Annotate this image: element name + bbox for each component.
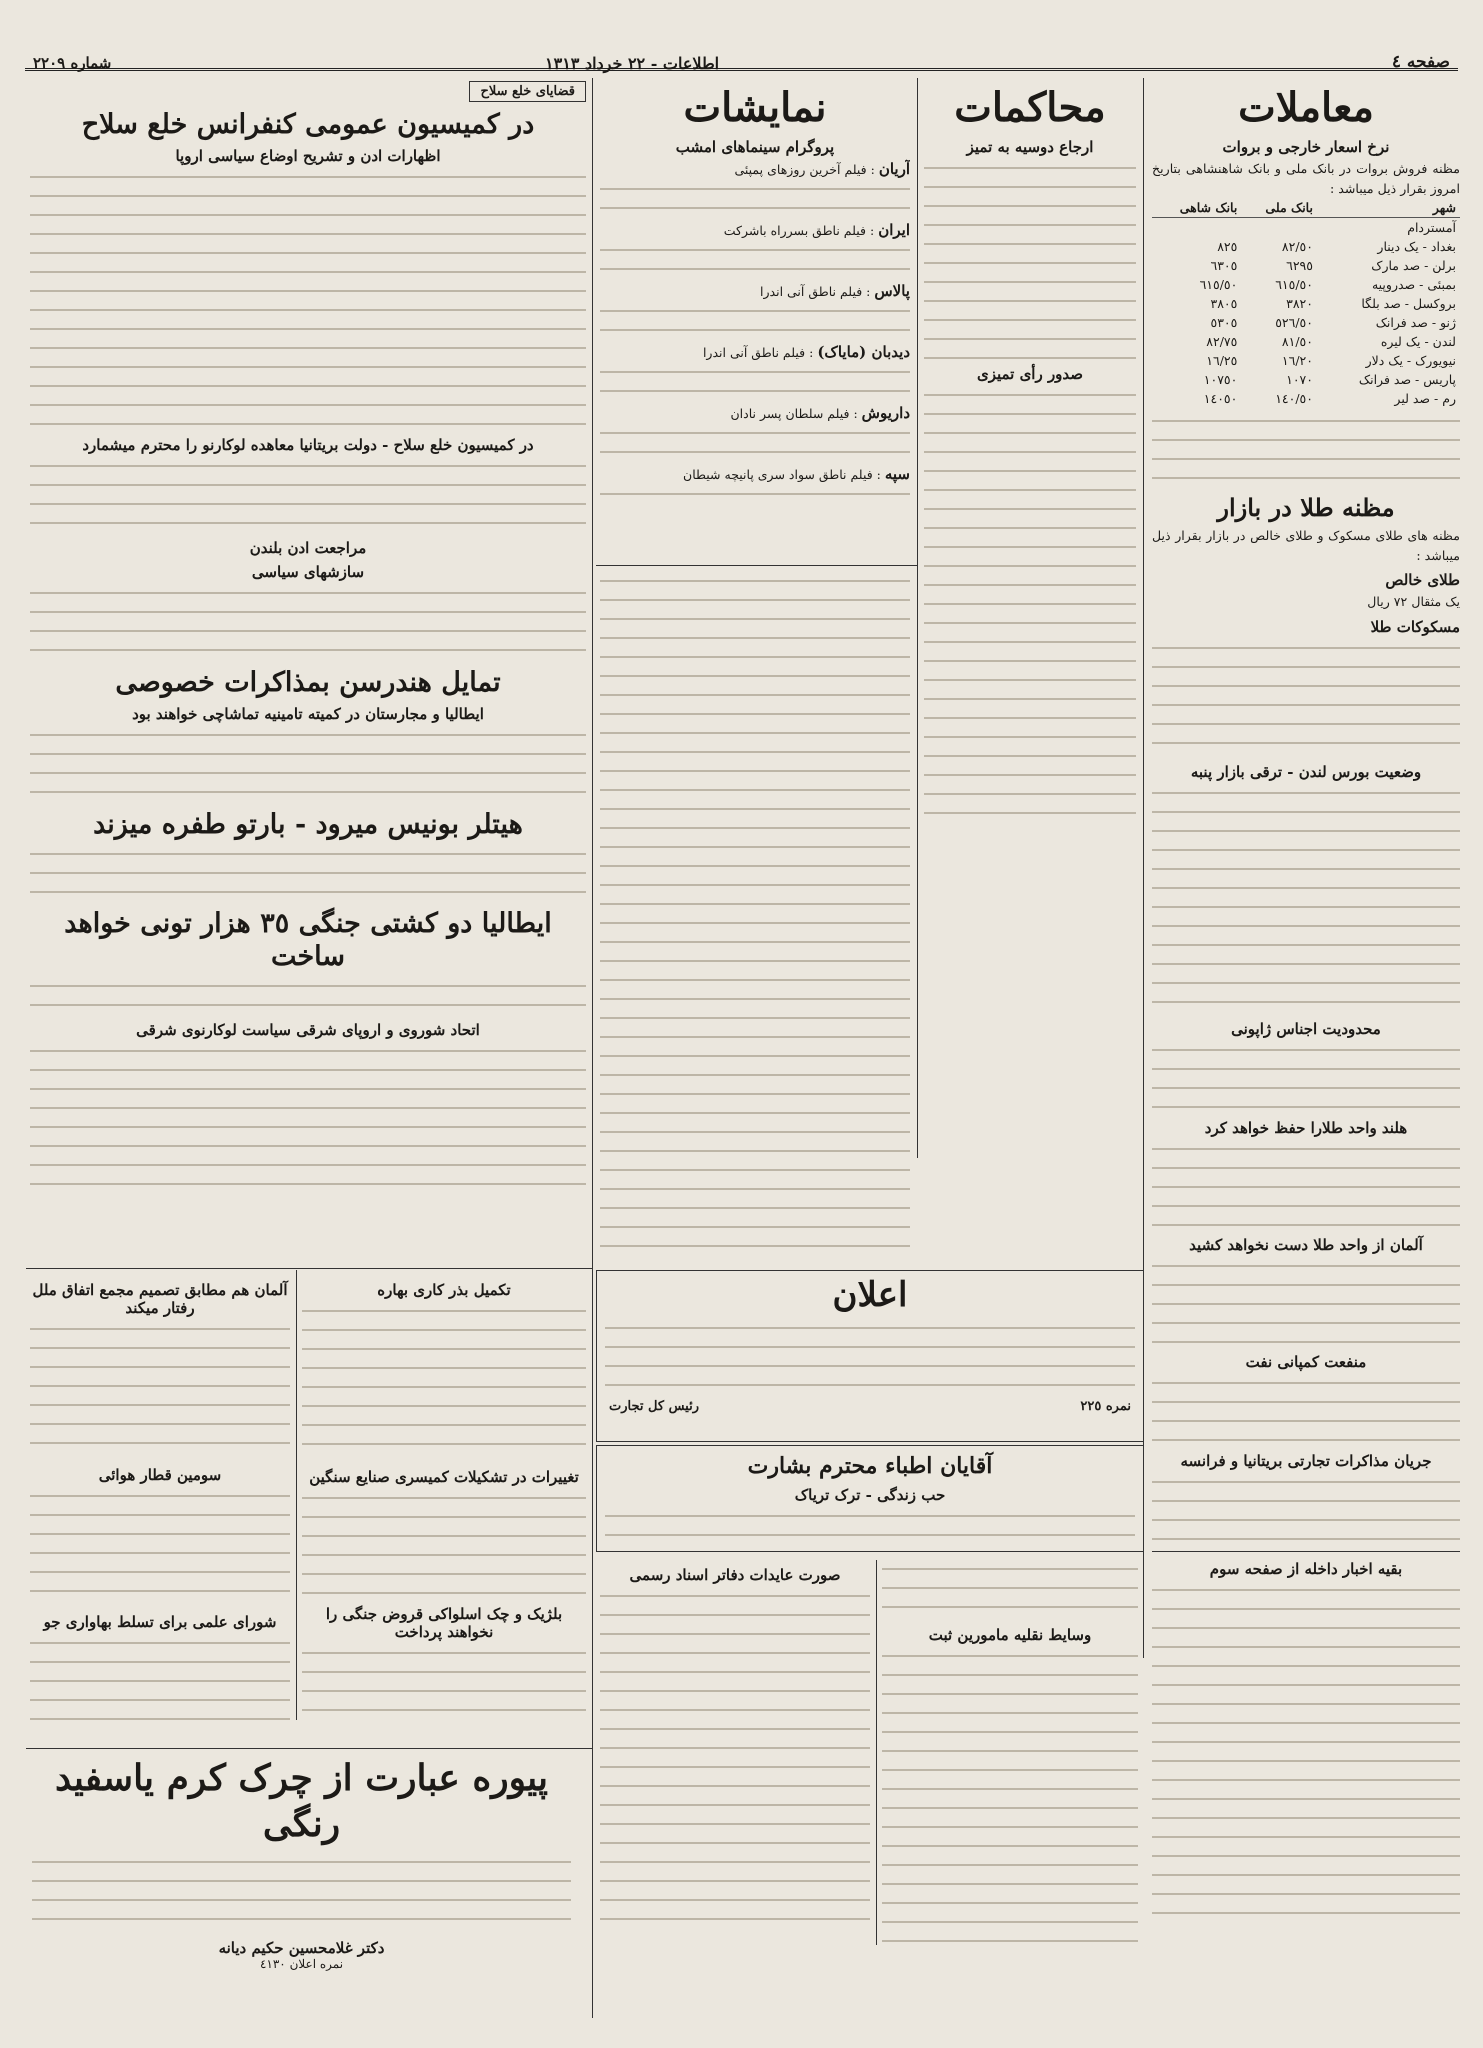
coins-label: مسکوکات طلا: [1370, 617, 1460, 636]
issue-number: شماره ٢٢٠٩: [33, 54, 112, 72]
rate-cell: ٦٣٠٥: [1210, 258, 1238, 273]
industry-text: [302, 1489, 586, 1599]
exchange-rates-table: [1152, 198, 1460, 408]
hitler-text: [30, 845, 586, 901]
cinema-item: پالاس : فیلم ناطق آنی اندرا: [760, 282, 910, 300]
italy-ships-text: [30, 977, 586, 1015]
germany-text: [1152, 1257, 1460, 1347]
rate-cell: ٨١/٥٠: [1281, 334, 1313, 349]
rate-cell: ٦١٥/٥٠: [1275, 277, 1313, 292]
property-column: [600, 1560, 870, 1945]
physicians-sub: حب زندگی - ترک تریاک: [794, 1486, 946, 1504]
gold-heading: مظنه طلا در بازار: [1217, 493, 1395, 522]
divider: [26, 1748, 592, 1749]
table-row: [1152, 256, 1460, 275]
holland-heading: هلند واحد طلارا حفظ خواهد کرد: [1204, 1118, 1408, 1137]
city-cell: بمبئی - صدروپیه: [1371, 277, 1456, 292]
city-cell: بروکسل - صد بلگا: [1361, 296, 1456, 311]
subhead-locarno: در کمیسیون خلع سلاح - دولت بریتانیا معاهده لوکارنو را محترم میشمارد: [82, 436, 534, 454]
table-header: شهر: [1317, 198, 1460, 218]
rate-cell: ٦٢٩٥: [1286, 258, 1313, 273]
table-row: [1152, 218, 1460, 238]
cinema-showtimes: [600, 302, 910, 342]
divider: [26, 1268, 592, 1269]
physicians-ad: [596, 1445, 1144, 1552]
cinema-showtimes: [600, 424, 910, 464]
loans-text: [302, 1644, 586, 1724]
industry-heading: تغییرات در تشکیلات کمیسری صنایع سنگین: [309, 1468, 579, 1486]
court-ruling-text: [600, 572, 910, 1262]
registry-text: [882, 1647, 1138, 1945]
rate-cell: ٣٨٠٥: [1210, 296, 1238, 311]
case1-heading: ارجاع دوسیه به تمیز: [966, 138, 1094, 156]
science-text: [30, 1634, 290, 1724]
cinema-showtimes: [600, 241, 910, 281]
cinema-showtimes: [600, 363, 910, 403]
namayeshat-title: نمایشات: [683, 84, 827, 131]
lower-left-column: [30, 1275, 290, 1740]
table-row: [1152, 351, 1460, 370]
ad-number: نمره اعلان ٤١٣٠: [259, 1957, 344, 1971]
cinema-item: دیدبان (مایاک) : فیلم ناطق آنی اندرا: [702, 343, 910, 361]
rate-cell: ٨٢/٧٥: [1206, 334, 1238, 349]
city-cell: برلن - صد مارک: [1371, 258, 1456, 273]
registry-heading: وسایط نقلیه مامورین ثبت: [928, 1626, 1092, 1644]
agreements-text: [30, 584, 586, 660]
mohakemat-title: محاکمات: [954, 84, 1106, 131]
table-row: [1152, 237, 1460, 256]
rates-footnote-text: [1152, 412, 1460, 488]
notice-text: [605, 1319, 1135, 1399]
registry-column: [882, 1560, 1138, 1945]
pyorrhea-ad: [24, 1755, 579, 1971]
divider: [1152, 1551, 1460, 1552]
flight-text: [30, 1487, 290, 1607]
city-cell: نیویورک - یک دلار: [1365, 353, 1456, 368]
table-header-row: [1152, 198, 1460, 218]
cinema-film: فیلم ناطق آنی اندرا: [760, 284, 863, 299]
notice-heading: اعلان: [832, 1275, 908, 1315]
cinema-name: آریان: [878, 160, 910, 178]
rate-cell: ١٠٧٠: [1286, 372, 1313, 387]
rate-cell: ٨٢/٥٠: [1281, 239, 1313, 254]
naft-heading: منفعت کمپانی نفت: [1245, 1352, 1367, 1371]
bourse-text: [1152, 784, 1460, 1014]
column-divider: [917, 78, 918, 1158]
cinema-name: داریوش: [861, 404, 910, 422]
headline-hitler: هیتلر بونیس میرود - بارتو طفره میزند: [93, 809, 523, 840]
page-number: صفحه ٤: [1391, 52, 1450, 72]
cinema-item: داریوش : فیلم سلطان پسر نادان: [730, 404, 910, 422]
cinema-film: فیلم آخرین روزهای پمپئی: [734, 162, 867, 177]
flight-heading: سومین قطار هوائی: [98, 1466, 222, 1484]
soviet-text: [30, 1042, 586, 1202]
subhead-italy-hungary: ایطالیا و مجارستان در کمیته تامینیه تماشاچی خواهند بود: [132, 705, 484, 723]
headline-conference: در کمیسیون عمومی کنفرانس خلع سلاح: [81, 109, 535, 140]
holland-text: [1152, 1140, 1460, 1230]
cinema-listing: [600, 159, 910, 505]
table-row: [1152, 332, 1460, 351]
planting-heading: تکمیل بذر کاری بهاره: [377, 1281, 511, 1299]
lower-mid-column: [302, 1275, 586, 1740]
gold-pure-label: طلای خالص: [1385, 571, 1460, 589]
japan-text: [1152, 1041, 1460, 1113]
headline-italy-ships: ایطالیا دو کشتی جنگی ٣٥ هزار تونی خواهد ساخت: [64, 908, 552, 972]
property-heading: صورت عایدات دفاتر اسناد رسمی: [629, 1566, 841, 1584]
rate-cell: ٥٣٠٥: [1210, 315, 1238, 330]
gold-pure-value: یک مثقال ٧٢ ریال: [1367, 594, 1460, 609]
cinema-film: فیلم سلطان پسر نادان: [730, 406, 850, 421]
locarno-text: [30, 457, 586, 533]
city-cell: پاریس - صد فرانک: [1358, 372, 1456, 387]
column-divider: [592, 78, 593, 2018]
case2-heading: صدور رأی تمیزی: [976, 365, 1084, 383]
cinema-name: پالاس: [874, 282, 910, 300]
notice-footer: [597, 1399, 1143, 1414]
section-label-box: قضایای خلع سلاح: [469, 81, 586, 102]
namayeshat-column: [600, 80, 910, 550]
rights-text: [30, 1320, 290, 1460]
cinema-item: ایران : فیلم ناطق بسرراه باشرکت: [723, 221, 910, 239]
cinema-name: دیدبان (مایاک): [817, 343, 910, 361]
table-row: [1152, 275, 1460, 294]
cinema-showtimes: [600, 485, 910, 505]
subhead-return: مراجعت ادن بلندن: [249, 539, 367, 557]
city-cell: ژنو - صد فرانک: [1375, 315, 1456, 330]
continued-text: [1152, 1581, 1460, 1921]
rates-intro: مظنه فروش بروات در بانک ملی و بانک شاهنشاهی بتاریخ امروز بقرار ذیل میباشد :: [1152, 161, 1460, 196]
cinema-film: فیلم ناطق آنی اندرا: [702, 345, 806, 360]
henderson-text: [30, 726, 586, 802]
table-row: [1152, 370, 1460, 389]
date-line: اطلاعات - ٢٢ خرداد ١٣١٣: [545, 54, 720, 73]
trade-heading: جریان مذاکرات تجارتی بریتانیا و فرانسه: [1180, 1451, 1432, 1470]
property-text: [600, 1587, 870, 1937]
city-cell: بغداد - یک دینار: [1377, 239, 1456, 254]
table-row: [1152, 313, 1460, 332]
rate-cell: ٦١٥/٥٠: [1199, 277, 1238, 292]
mohakemat-column: [924, 80, 1136, 1080]
rate-cell: ٨٢٥: [1217, 239, 1238, 254]
notice-signature: رئیس کل تجارت: [609, 1399, 699, 1414]
conference-text: [30, 168, 586, 430]
cinema-showtimes: [600, 180, 910, 220]
trade-text: [1152, 1473, 1460, 1543]
city-cell: لندن - یک لیره: [1380, 334, 1456, 349]
case1-text: [924, 159, 1136, 359]
rate-cell: ١٤٠/٥٠: [1275, 391, 1313, 406]
rate-cell: ١٦/٢٠: [1281, 353, 1313, 368]
loans-heading: بلژیک و چک اسلواکی قروض جنگی را نخواهند پرداخت: [325, 1605, 563, 1641]
rate-cell: ١٤٠٥٠: [1203, 391, 1238, 406]
column-divider: [296, 1270, 297, 1720]
rate-cell: ١٦/٢٥: [1206, 353, 1238, 368]
physicians-heading: آقایان اطباء محترم بشارت: [747, 1453, 993, 1479]
rate-cell: ١٠٧٥٠: [1203, 372, 1238, 387]
naft-text: [1152, 1374, 1460, 1446]
cinema-item: سپه : فیلم ناطق سواد سری پانیچه شیطان: [683, 465, 910, 483]
ad-text: [32, 1853, 571, 1933]
coins-text: [1152, 639, 1460, 757]
rate-cell: ٣٨٢٠: [1286, 296, 1313, 311]
gold-intro: مظنه های طلای مسکوک و طلای خالص در بازار بقرار ذیل میباشد :: [1152, 528, 1460, 563]
city-cell: رم - صد لیر: [1394, 391, 1456, 406]
science-heading: شورای علمی برای تسلط بهاواری جو: [43, 1613, 277, 1631]
rate-cell: [1152, 218, 1241, 238]
planting-text: [302, 1302, 586, 1462]
ad-title: پیوره عبارت از چرک کرم یاسفید رنگی: [54, 1757, 549, 1845]
japan-heading: محدودیت اجناس ژاپونی: [1231, 1019, 1381, 1038]
subhead-soviet: اتحاد شوروی و اروپای شرقی سیاست لوکارنوی شرقی: [136, 1021, 480, 1039]
table-header: بانک ملی: [1241, 198, 1317, 218]
case2-text: [924, 386, 1136, 826]
table-row: [1152, 294, 1460, 313]
page-header: [25, 0, 1458, 71]
column-divider: [876, 1560, 877, 1945]
notice-number: نمره ٢٢٥: [1080, 1399, 1131, 1414]
cinema-film: فیلم ناطق بسرراه باشرکت: [723, 223, 867, 238]
notice-box: [596, 1270, 1144, 1442]
city-cell: آمستردام: [1407, 220, 1456, 235]
table-header: بانک شاهی: [1152, 198, 1241, 218]
rights-heading: آلمان هم مطابق تصمیم مجمع اتفاق ملل رفتار میکند: [32, 1281, 288, 1317]
headline-henderson: تمایل هندرسن بمذاکرات خصوصی: [115, 667, 501, 698]
continued-heading: بقیه اخبار داخله از صفحه سوم: [1209, 1559, 1403, 1578]
muamelat-column: [1152, 80, 1460, 2030]
registry-intro: [882, 1560, 1138, 1620]
bourse-heading: وضعیت بورس لندن - ترقی بازار پنبه: [1190, 762, 1422, 781]
physicians-text: [605, 1507, 1135, 1543]
disarmament-column: [30, 80, 586, 1260]
rate-cell: [1241, 218, 1317, 238]
program-heading: پروگرام سینماهای امشب: [675, 138, 835, 156]
cinema-name: سپه: [884, 465, 910, 483]
cinema-item: آریان : فیلم آخرین روزهای پمپئی: [734, 160, 910, 178]
muamelat-title: معاملات: [1238, 84, 1374, 131]
ad-doctor: دکتر غلامحسین حکیم دیانه: [218, 1939, 385, 1957]
subhead-eden: اظهارات ادن و تشریح اوضاع سیاسی اروپا: [175, 147, 441, 165]
rates-heading: نرخ اسعار خارجی و بروات: [1222, 138, 1390, 156]
divider: [596, 565, 918, 566]
table-row: [1152, 389, 1460, 408]
cinema-film: فیلم ناطق سواد سری پانیچه شیطان: [683, 467, 873, 482]
subhead-agreements: سازشهای سیاسی: [251, 563, 365, 581]
cinema-name: ایران: [878, 221, 910, 239]
rate-cell: ٥٢٦/٥٠: [1275, 315, 1313, 330]
germany-heading: آلمان از واحد طلا دست نخواهد کشید: [1189, 1235, 1423, 1254]
